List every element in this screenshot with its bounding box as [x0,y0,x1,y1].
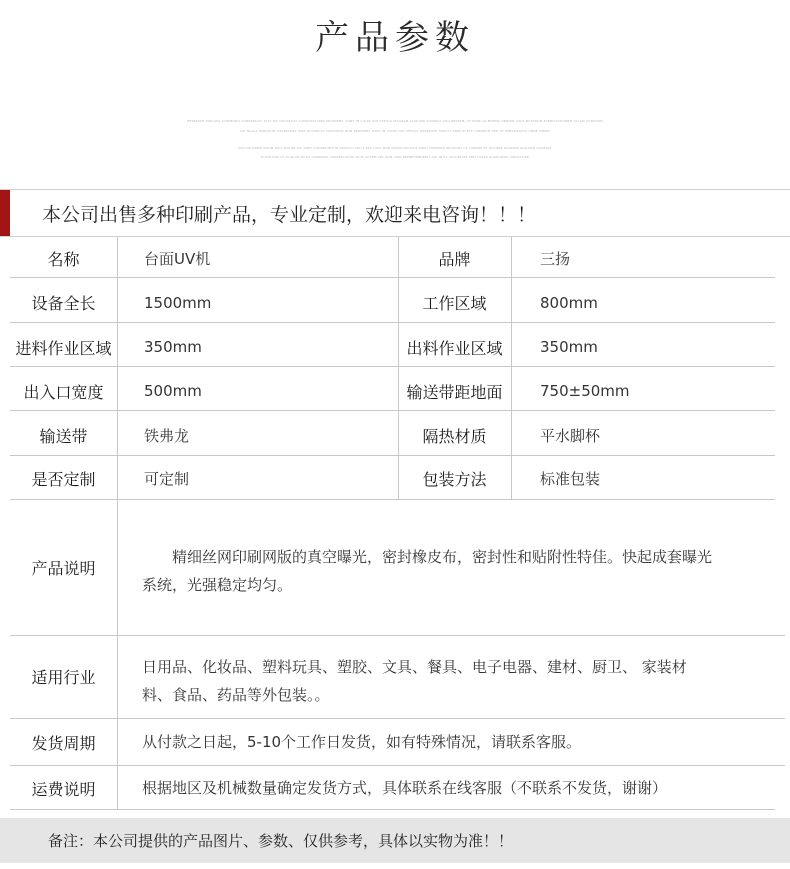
detail-description [142,543,777,599]
spec-value: 350mm [540,338,598,356]
detail-label: 运费说明 [31,779,96,799]
description-line: 根据地区及机械数量确定发货方式，具体联系在线客服（不联系不发货，谢谢） [142,779,668,797]
spec-label: 出入口宽度 [23,382,104,402]
fine-print-line: QUI DOLOREM IPSUM QUIA DOLOR SIT AMET CONSECTETUR ADIPISCI VELIT SED QUIA NON NUMQUAM EIUS MODI TEMPORA INCIDUNT UT LABORE ET DOLORE MAGNAM ALIQUAM QUAERAT [238,146,552,150]
description-line: 料、食品、药品等外包装。。 [142,686,330,704]
description-line: 日用品、化妆品、塑料玩具、塑胶、文具、餐具、电子电器、建材、厨卫、 家装材 [142,658,687,676]
spec-label: 是否定制 [31,470,96,489]
spec-label: 工作区域 [422,294,487,313]
spec-value: 铁弗龙 [144,426,190,445]
spec-value: 800mm [540,293,598,312]
detail-description [142,774,777,802]
spec-label: 出料作业区域 [406,338,503,358]
spec-value: 750±50mm [540,382,630,400]
footer-note-text: 备注：本公司提供的产品图片、参数、仅供参考，具体以实物为准！！ [48,832,514,850]
description-line: 从付款之日起，5-10个工作日发货，如有特殊情况，请联系客服。 [142,733,582,751]
row-divider [10,366,775,367]
row-divider [10,765,785,766]
spec-value: 台面UV机 [144,250,211,268]
spec-label: 设备全长 [31,294,96,313]
spec-value: 平水脚杯 [540,426,601,445]
promo-banner [0,189,790,237]
detail-label: 适用行业 [31,668,96,687]
spec-label: 输送带 [39,426,88,446]
spec-row [0,325,790,369]
fine-print-line: DESERUNT MOLLIDA COMMODO CONSEQUAT. DITS NIT OCCAECAT CUPIDATAT NON PROIDENT, SUNT IN CULPA QUI OFFICIA MAGNAM ALIQUAM QUAERAT VOLUPTATEM. UT ENIM AD MINIMA VENIAM, QUIS NOSTRUM EXERCITATIONEM ULLAM CORPORIS [186,119,604,123]
spec-value: 1500mm [144,293,212,312]
detail-label: 发货周期 [31,733,96,753]
row-divider [10,499,775,500]
accent-bar [0,190,10,236]
row-divider [10,277,775,278]
description-line: 系统，光强稳定均匀。 [142,576,293,594]
description-line: 精细丝网印刷网版的真空曝光，密封橡皮布，密封性和贴附性特佳。快起成套曝光 [142,548,713,566]
spec-label: 品牌 [438,250,471,269]
spec-label: 名称 [47,250,80,269]
spec-row [0,369,790,413]
spec-row [0,237,790,280]
spec-value: 三扬 [540,250,571,268]
spec-row [0,280,790,325]
fine-print-line: ETIAM NISI UT ALIQUID EX EA COMMODI CONSEQUATUR QUIS AUTEM VEL EUM IURE REPREHENDERIT QUI IN EA VOLUPTATE VELIT ESSE QUAM NIHIL MOLESTIAE [260,155,530,159]
column-divider [511,237,512,500]
spec-label: 包装方法 [422,470,487,489]
promo-text: 本公司出售多种印刷产品，专业定制，欢迎来电咨询！！！ [42,204,537,226]
spec-value: 可定制 [144,470,190,488]
row-divider [10,455,775,456]
spec-value: 350mm [144,338,202,356]
spec-label: 进料作业区域 [15,338,112,358]
footer-note [0,818,790,863]
spec-row [0,457,790,500]
column-divider [117,237,118,500]
column-divider [117,500,118,810]
spec-value: 标准包装 [540,470,601,488]
detail-description [142,728,777,756]
spec-row [0,413,790,457]
detail-label: 产品说明 [31,559,96,578]
column-divider [398,237,399,500]
row-divider [10,410,775,411]
row-divider [10,718,785,719]
detail-description [142,653,777,709]
spec-label: 输送带距地面 [406,382,503,402]
row-divider [10,635,785,636]
page-title: 产品参数 [315,18,475,58]
spec-value: 500mm [144,382,202,400]
row-divider [10,809,775,810]
fine-print-line: LAT NULLA PARIATUR. EXCEPTEUR SINT OCCAECAT CUPIDATAT NON PROIDENT SUNT IN CULPA QUI OFFICIA DESERUNT MOLLIT ANIM ID EST LABORUM SED UT PERSPICIATIS UNDE OMNIS [239,129,551,133]
spec-label: 隔热材质 [422,426,487,446]
row-divider [10,322,775,323]
